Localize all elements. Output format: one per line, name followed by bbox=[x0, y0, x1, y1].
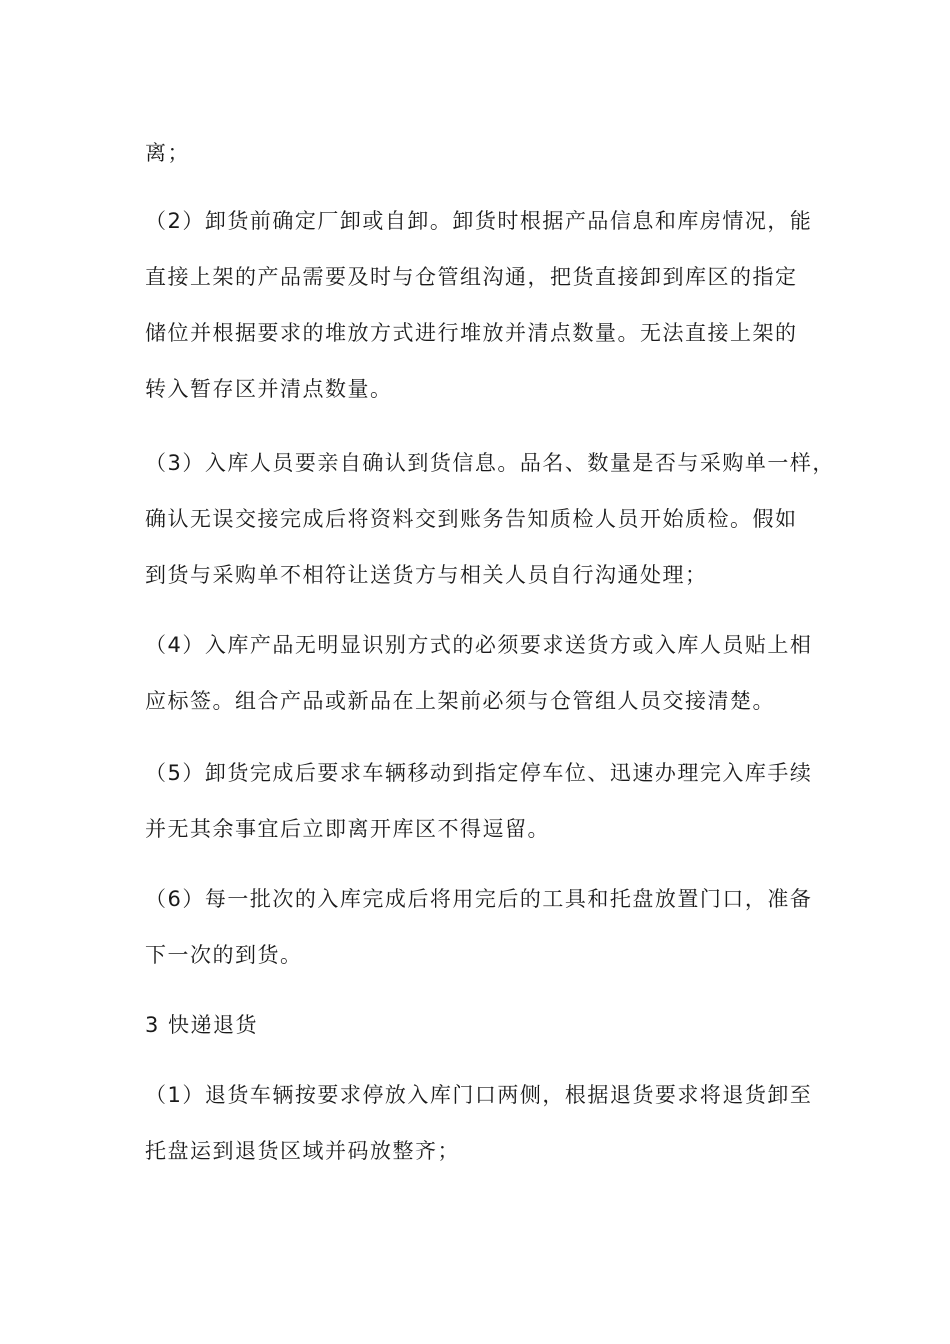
text-line: （6）每一批次的入库完成后将用完后的工具和托盘放置门口，准备 bbox=[145, 887, 813, 911]
text-line: 转入暂存区并清点数量。 bbox=[145, 377, 393, 401]
text-line: （3）入库人员要亲自确认到货信息。品名、数量是否与采购单一样， bbox=[145, 451, 835, 475]
text-line: 确认无误交接完成后将资料交到账务告知质检人员开始质检。假如 bbox=[145, 507, 798, 531]
text-line: 直接上架的产品需要及时与仓管组沟通，把货直接卸到库区的指定 bbox=[145, 265, 798, 289]
text-line: （5）卸货完成后要求车辆移动到指定停车位、迅速办理完入库手续 bbox=[145, 761, 813, 785]
text-line: 储位并根据要求的堆放方式进行堆放并清点数量。无法直接上架的 bbox=[145, 321, 798, 345]
text-line: （2）卸货前确定厂卸或自卸。卸货时根据产品信息和库房情况，能 bbox=[145, 209, 813, 233]
text-line: 并无其余事宜后立即离开库区不得逗留。 bbox=[145, 817, 550, 841]
text-line: （4）入库产品无明显识别方式的必须要求送货方或入库人员贴上相 bbox=[145, 633, 813, 657]
text-line: 应标签。组合产品或新品在上架前必须与仓管组人员交接清楚。 bbox=[145, 689, 775, 713]
text-line: 托盘运到退货区域并码放整齐； bbox=[145, 1139, 460, 1163]
text-line: 下一次的到货。 bbox=[145, 943, 303, 967]
text-line: 到货与采购单不相符让送货方与相关人员自行沟通处理； bbox=[145, 563, 708, 587]
section-heading: 3 快递退货 bbox=[145, 1013, 259, 1037]
text-line: （1）退货车辆按要求停放入库门口两侧，根据退货要求将退货卸至 bbox=[145, 1083, 813, 1107]
text-line: 离； bbox=[145, 141, 190, 165]
